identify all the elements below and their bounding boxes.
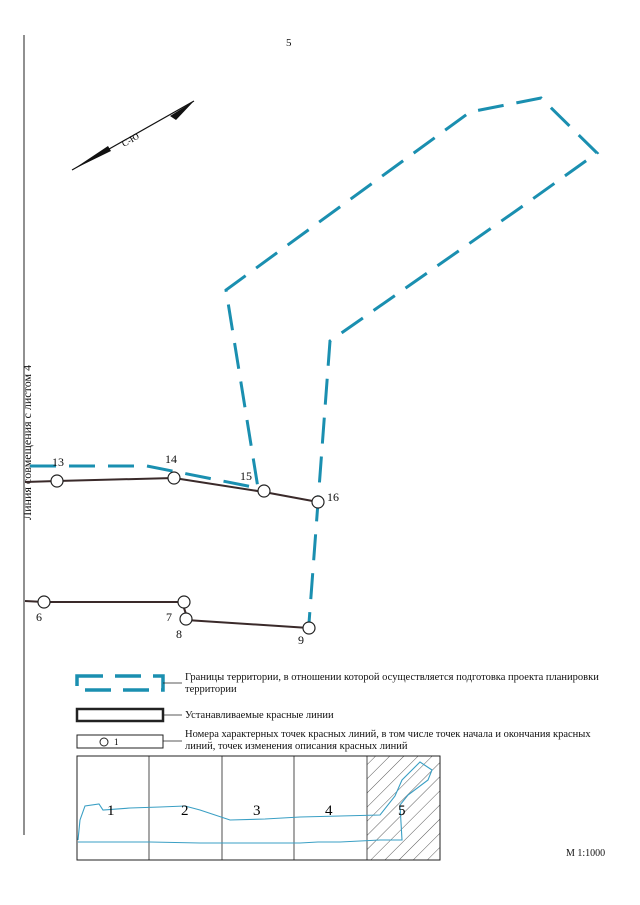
sheet-overview (77, 756, 440, 860)
legend-point-text: Номера характерных точек красных линий, в том числе точек начала и окончания красных линий, точек изменения описания красных линий (185, 729, 591, 752)
overview-sheet-5: 5 (398, 803, 406, 819)
point-label-8: 8 (176, 627, 182, 641)
point-label-9: 9 (298, 633, 304, 647)
north-arrow-icon (72, 101, 194, 170)
legend-point-symbol (77, 735, 182, 748)
point-label-16: 16 (327, 490, 339, 504)
overview-sheet-4: 4 (325, 803, 333, 819)
point-7-marker (178, 596, 190, 608)
north-arrow-label: С-Ю (120, 130, 141, 149)
legend-boundary-symbol (77, 676, 182, 690)
point-16-marker (312, 496, 324, 508)
overview-sheet-2: 2 (181, 803, 189, 819)
scale-label: М 1:1000 (566, 848, 606, 859)
point-6-marker (38, 596, 50, 608)
point-label-13: 13 (52, 455, 64, 469)
point-label-15: 15 (240, 469, 252, 483)
legend-red-line-symbol (77, 709, 182, 721)
point-label-14: 14 (165, 452, 177, 466)
legend-boundary-text: Границы территории, в отношении которой осуществляется подготовка проекта планировки территории (185, 672, 599, 695)
page-number: 5 (286, 37, 292, 49)
point-9-marker (303, 622, 315, 634)
overview-sheet-1: 1 (107, 803, 115, 819)
red-line-points (38, 472, 324, 634)
legend-point-sample: 1 (114, 737, 119, 747)
overview-sheet-3: 3 (253, 803, 261, 819)
point-14-marker (168, 472, 180, 484)
legend-red-line-text: Устанавливаемые красные линии (185, 710, 334, 721)
red-lines (25, 478, 318, 628)
point-8-marker (180, 613, 192, 625)
point-label-6: 6 (36, 610, 42, 624)
point-label-7: 7 (166, 610, 172, 624)
territory-boundary (30, 98, 597, 623)
sheet-join-label: Линия совмещения с листом 4 (20, 364, 34, 520)
point-15-marker (258, 485, 270, 497)
point-13-marker (51, 475, 63, 487)
